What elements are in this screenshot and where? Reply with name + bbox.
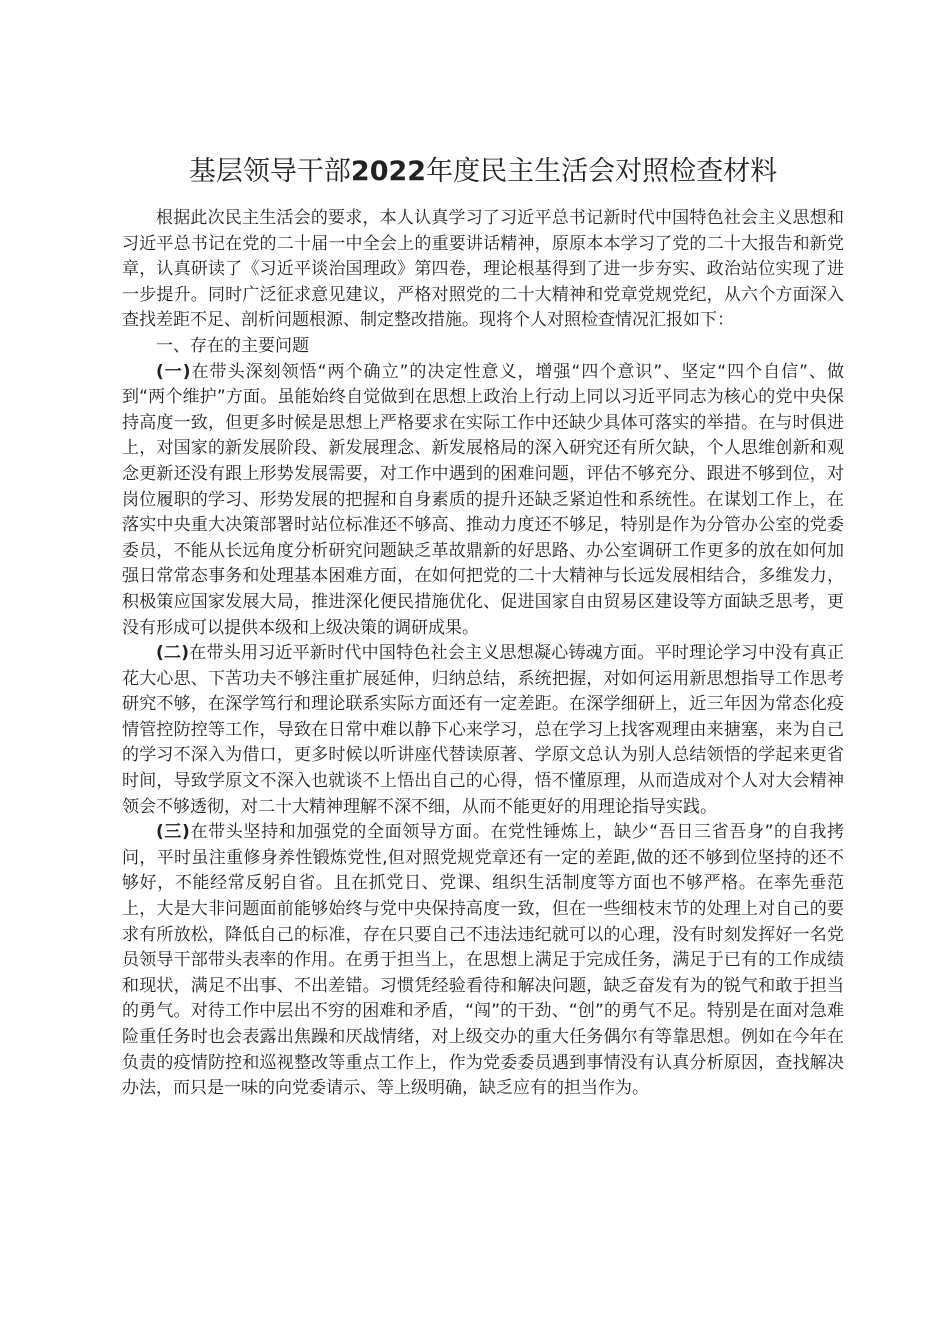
- section-heading: 一、存在的主要问题: [156, 335, 309, 356]
- item-text: 在带头坚持和加强党的全面领导方面。在党性锤炼上，缺少“吾日三省吾身”的自我拷问，平时虽注重修身养性锻炼党性,但对照党规党章还有一定的差距,做的还不够到位坚持的还不够好，不能经常反躬自省。且在抓党日、党课、组织生活制度等方面也不够严格。在率先垂范上，大是大非问题面前能够始终与党中央保持高度一致，但在一些细枝末节的处理上对自己的要求有所放松，降低自己的标准，存在只要自己不违法违纪就可以的心理，没有时刻发挥好一名党员领导干部带头表率的作用。在勇于担当上，在思想上满足于完成任务，满足于已有的工作成绩和现状，满足不出事、不出差错。习惯凭经验看待和解决问题，缺乏奋发有为的锐气和敢于担当的勇气。对待工作中层出不穷的困难和矛盾，“闯”的干劲、“创”的勇气不足。特别是在面对急难险重任务时也会表露出焦躁和厌战情绪，对上级交办的重大任务偶尔有等靠思想。例如在今年在负责的疫情防控和巡视整改等重点工作上，作为党委委员遇到事情没有认真分析原因，查找解决办法，而只是一味的向党委请示、等上级明确，缺乏应有的担当作为。: [122, 822, 844, 1099]
- item-number: (三): [156, 822, 190, 843]
- document-title: [122, 150, 844, 194]
- title-year: 2022: [350, 156, 427, 187]
- item-paragraph-3: [122, 820, 844, 1102]
- item-number: (一): [156, 361, 191, 382]
- intro-paragraph: 根据此次民主生活会的要求，本人认真学习了习近平总书记新时代中国特色社会主义思想和习近平总书记在党的二十届一中全会上的重要讲话精神，原原本本学习了党的二十大报告和新党章，认真研读了《习近平谈治国理政》第四卷，理论根基得到了进一步夯实、政治站位实现了进一步提升。同时广泛征求意见建议，严格对照党的二十大精神和党章党规党纪，从六个方面深入查找差距不足、剖析问题根源、制定整改措施。现将个人对照检查情况汇报如下：: [122, 208, 844, 331]
- title-prefix: 基层领导干部: [188, 156, 351, 187]
- title-suffix: 年度民主生活会对照检查材料: [426, 156, 778, 187]
- item-number: (二): [156, 643, 190, 664]
- item-paragraph-1: [122, 360, 844, 642]
- item-text: 在带头用习近平新时代中国特色社会主义思想凝心铸魂方面。平时理论学习中没有真正花大心思、下苦功夫不够注重扩展延伸，归纳总结，系统把握，对如何运用新思想指导工作思考研究不够，在深学笃行和理论联系实际方面还有一定差距。在深学细研上，近三年因为常态化疫情管控防控等工作，导致在日常中难以静下心来学习，总在学习上找客观理由来搪塞，来为自己的学习不深入为借口，更多时候以听讲座代替读原著、学原文总认为别人总结领悟的学起来更省时间，导致学原文不深入也就谈不上悟出自己的心得，悟不懂原理，从而造成对个人对大会精神领会不够透彻，对二十大精神理解不深不细，从而不能更好的用理论指导实践。: [122, 643, 844, 817]
- document-page: [122, 150, 844, 1102]
- item-paragraph-2: [122, 641, 844, 820]
- item-text: 在带头深刻领悟“两个确立”的决定性意义，增强“四个意识”、坚定“四个自信”、做到“两个维护”方面。虽能始终自觉做到在思想上政治上行动上同以习近平同志为核心的党中央保持高度一致，但更多时候是思想上严格要求在实际工作中还缺少具体可落实的举措。在与时俱进上，对国家的新发展阶段、新发展理念、新发展格局的深入研究还有所欠缺，个人思维创新和观念更新还没有跟上形势发展需要，对工作中遇到的困难问题，评估不够充分、跟进不够到位，对岗位履职的学习、形势发展的把握和自身素质的提升还缺乏紧迫性和系统性。在谋划工作上，在落实中央重大决策部署时站位标准还不够高、推动力度还不够足，特别是作为分管办公室的党委委员，不能从长远角度分析研究问题缺乏革故鼎新的好思路、办公室调研工作更多的放在如何加强日常常态事务和处理基本困难方面，在如何把党的二十大精神与长远发展相结合，多维发力，积极策应国家发展大局，推进深化便民措施优化、促进国家自由贸易区建设等方面缺乏思考，更没有形成可以提供本级和上级决策的调研成果。: [122, 361, 844, 638]
